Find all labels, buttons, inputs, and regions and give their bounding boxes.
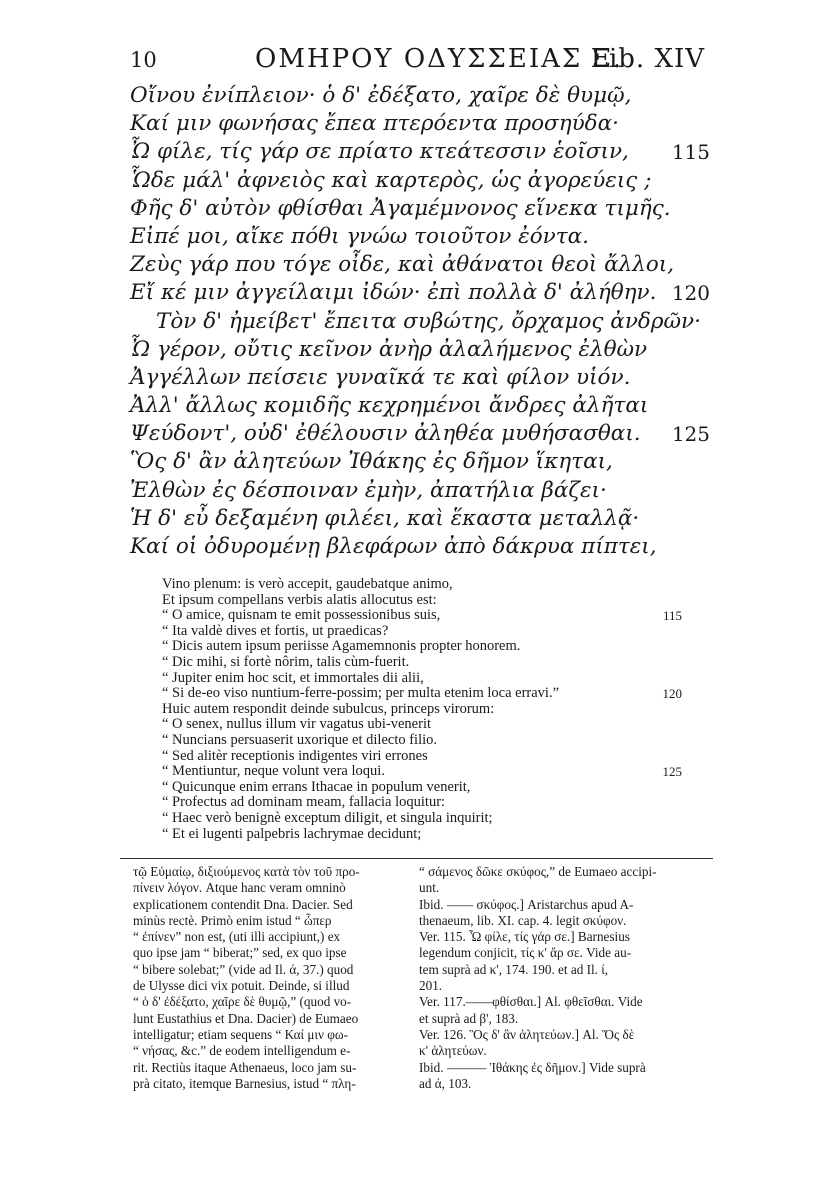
- footnote-line: “ ὁ δ' ἐδέξατο, χαῖρε δὲ θυμῷ,” (quod vo-: [133, 994, 352, 1010]
- latin-line-text: “ Quicunque enim errans Ithacae in populum venerit,: [162, 778, 471, 795]
- latin-line-text: “ Mentiuntur, neque volunt vera loqui.: [162, 763, 385, 780]
- latin-line-text: “ Dic mihi, si fortè nôrim, talis cùm-fuerit.: [162, 653, 410, 670]
- greek-line: [130, 392, 710, 420]
- latin-line: [162, 717, 682, 733]
- greek-line: [130, 336, 710, 364]
- line-number: 125: [671, 422, 710, 447]
- footnote-line: et suprà ad β', 183.: [419, 1010, 519, 1026]
- latin-line: [162, 686, 682, 702]
- footnote-line: τῷ Εὐμαίῳ, διξιούμενος κατὰ τὸν τοῦ προ-: [133, 864, 360, 879]
- latin-translation-block: [162, 577, 682, 842]
- greek-line-text: Ἀγγέλλων πείσειε γυναῖκά τε καὶ φίλον υἱόν.: [130, 364, 631, 390]
- footnote-line: minùs rectè. Primò enim istud “ ὦπερ: [133, 912, 332, 928]
- latin-line: [162, 655, 682, 671]
- line-number: 115: [662, 608, 682, 624]
- greek-line: [130, 364, 710, 392]
- running-header: [130, 44, 705, 80]
- footnote-line: κ' ἀλητεύων.: [419, 1043, 487, 1059]
- page-number: 10: [130, 48, 157, 72]
- footnote-line: “ σάμενος δῶκε σκύφος,” de Eumaeo accipi-: [419, 864, 657, 879]
- latin-line: [162, 608, 682, 624]
- footnote-line: lunt Eustathius et Dna. Dacier) de Eumaeo: [133, 1010, 359, 1026]
- latin-line-text: “ Jupiter enim hoc scit, et immortales dii alii,: [162, 669, 424, 686]
- greek-line: [130, 448, 710, 476]
- latin-line-text: Et ipsum compellans verbis alatis allocutus est:: [162, 591, 437, 608]
- footnote-line: ad ά, 103.: [419, 1075, 472, 1091]
- line-number: 120: [671, 281, 710, 306]
- footnote-line: 201.: [419, 978, 443, 994]
- greek-line-text: Εἴ κέ μιν ἀγγείλαιμι ἰδών· ἐπὶ πολλὰ δ' ἀλήθην.: [130, 280, 657, 306]
- latin-line: [162, 780, 682, 796]
- greek-line-text: Τὸν δ' ἠμείβετ' ἔπειτα συβώτης, ὄρχαμος ἀνδρῶν·: [156, 308, 701, 334]
- footnote-line: unt.: [419, 880, 440, 896]
- footnote-line: tem suprà ad κ', 174. 190. et ad Il. ί,: [419, 961, 609, 977]
- greek-line: [130, 533, 710, 561]
- latin-line: [162, 577, 682, 593]
- latin-line: [162, 764, 682, 780]
- greek-line: [130, 279, 710, 307]
- footnote-line: “ νήσας, &c.” de eodem intelligendum e-: [133, 1043, 351, 1059]
- footnote-divider: [120, 858, 713, 859]
- latin-line-text: “ O senex, nullus illum vir vagatus ubi-venerit: [162, 716, 432, 733]
- book-label: Lib. XIV: [590, 44, 705, 74]
- latin-line-text: “ Et ei lugenti palpebris lachrymae decidunt;: [162, 825, 422, 842]
- latin-line-text: “ O amice, quisnam te emit possessionibus suis,: [162, 607, 441, 624]
- greek-line-text: Ἐλθὼν ἐς δέσποιναν ἐμὴν, ἀπατήλια βάζει·: [130, 477, 607, 503]
- footnote-line: de Ulysse dici vix potuit. Deinde, si illud: [133, 978, 350, 994]
- latin-line-text: Huic autem respondit deinde subulcus, princeps virorum:: [162, 700, 495, 717]
- greek-line-text: Ἡ δ' εὖ δεξαμένη φιλέει, καὶ ἕκαστα μεταλλᾷ·: [130, 505, 640, 531]
- latin-line: [162, 749, 682, 765]
- latin-line-text: “ Sed alitèr receptionis indigentes viri errones: [162, 747, 428, 764]
- greek-line-text: Εἰπέ μοι, αἴκε πόθι γνώω τοιοῦτον ἐόντα.: [130, 223, 589, 249]
- footnote-line: thenaeum, lib. XI. cap. 4. legit σκύφον.: [419, 912, 627, 928]
- latin-line-text: Vino plenum: is verò accepit, gaudebatque animo,: [162, 576, 453, 592]
- footnote-line: πίνειν λόγον. Atque hanc veram omninò: [133, 880, 346, 896]
- greek-line: [130, 308, 710, 336]
- greek-line: [130, 477, 710, 505]
- footnote-line: Ver. 117.——φθίσθαι.] Al. φθεῖσθαι. Vide: [419, 994, 643, 1010]
- footnotes-right-column: [419, 864, 697, 1092]
- latin-line: [162, 624, 682, 640]
- footnote-line: quo ipse jam “ biberat;” sed, ex quo ipse: [133, 945, 347, 961]
- greek-line-text: Ὃς δ' ἂν ἀλητεύων Ἰθάκης ἐς δῆμον ἵκηται,: [130, 449, 613, 475]
- latin-line-text: “ Profectus ad dominam meam, fallacia loquitur:: [162, 794, 446, 811]
- greek-line: [130, 223, 710, 251]
- greek-line: [130, 505, 710, 533]
- latin-line: [162, 811, 682, 827]
- latin-line: [162, 593, 682, 609]
- latin-line-text: “ Ita valdè dives et fortis, ut praedicas?: [162, 622, 389, 639]
- line-number: 120: [662, 686, 682, 702]
- greek-line: [130, 167, 710, 195]
- latin-line: [162, 671, 682, 687]
- latin-line-text: “ Haec verò benignè exceptum diligit, et singula inquirit;: [162, 809, 493, 826]
- greek-line-text: Ἀλλ' ἄλλως κομιδῆς κεχρημένοι ἄνδρες ἀλῆται: [130, 393, 649, 419]
- latin-line-text: “ Si de-eo viso nuntium-ferre-possim; per multa etenim loca erravi.”: [162, 685, 560, 702]
- footnote-line: Ibid. ——— Ἰθάκης ἐς δῆμον.] Vide suprà: [419, 1059, 646, 1075]
- footnote-line: “ ἐπίνεν” non est, (uti illi accipiunt,) ex: [133, 929, 341, 945]
- greek-line-text: Φῆς δ' αὐτὸν φθίσθαι Ἀγαμέμνονος εἵνεκα τιμῆς.: [130, 195, 671, 221]
- greek-line: [130, 110, 710, 138]
- footnote-line: prà citato, itemque Barnesius, istud “ πλη-: [133, 1075, 356, 1091]
- greek-line-text: Καί οἱ ὀδυρομένῃ βλεφάρων ἀπὸ δάκρυα πίπτει,: [130, 534, 657, 559]
- greek-line: [130, 251, 710, 279]
- greek-line: [130, 138, 710, 166]
- footnote-line: Ver. 115. Ὦ φίλε, τίς γάρ σε.] Barnesius: [419, 929, 630, 945]
- footnote-line: legendum conjicit, τίς κ' ἄρ σε. Vide au-: [419, 945, 632, 961]
- greek-line-text: Ὧδε μάλ' ἀφνειὸς καὶ καρτερὸς, ὡς ἀγορεύεις ;: [130, 167, 652, 193]
- footnote-line: Ibid. —— σκύφος.] Aristarchus apud A-: [419, 896, 634, 912]
- line-number: 125: [662, 764, 682, 780]
- latin-line: [162, 827, 682, 843]
- greek-text-block: [130, 82, 710, 561]
- footnote-line: “ bibere solebat;” (vide ad Il. ά, 37.) quod: [133, 961, 354, 977]
- latin-line: [162, 733, 682, 749]
- footnote-line: Ver. 126. Ὃς δ' ἂν ἀλητεύων.] Al. Ὅς δὲ: [419, 1026, 635, 1042]
- greek-line-text: Καί μιν φωνήσας ἔπεα πτερόεντα προσηύδα·: [130, 111, 619, 137]
- greek-line: [130, 195, 710, 223]
- greek-line: [130, 420, 710, 448]
- greek-line-text: Ὦ γέρον, οὔτις κεῖνον ἀνὴρ ἀλαλήμενος ἐλθὼν: [130, 336, 648, 362]
- greek-line-text: Ζεὺς γάρ που τόγε οἶδε, καὶ ἀθάνατοι θεοὶ ἄλλοι,: [130, 252, 675, 278]
- latin-line-text: “ Dicis autem ipsum periisse Agamemnonis propter honorem.: [162, 638, 521, 655]
- latin-line: [162, 639, 682, 655]
- greek-line-text: Ὦ φίλε, τίς γάρ σε πρίατο κτεάτεσσιν ἑοῖσιν,: [130, 139, 629, 165]
- footnote-line: explicationem contendit Dna. Dacier. Sed: [133, 896, 353, 912]
- line-number: 115: [671, 140, 710, 165]
- greek-line: [130, 82, 710, 110]
- running-title: ΟΜΗΡΟΥ ΟΔΥΣΣΕΙΑΣ Ξ.: [255, 44, 624, 74]
- latin-line: [162, 702, 682, 718]
- footnote-line: intelligatur; etiam sequens “ Καί μιν φω-: [133, 1026, 348, 1042]
- greek-line-text: Οἴνου ἐνίπλειον· ὁ δ' ἐδέξατο, χαῖρε δὲ θυμῷ,: [130, 83, 632, 108]
- footnotes-left-column: [133, 864, 411, 1092]
- greek-line-text: Ψεύδοντ', οὐδ' ἐθέλουσιν ἀληθέα μυθήσασθαι.: [130, 421, 641, 447]
- footnote-line: rit. Rectiùs itaque Athenaeus, loco jam su-: [133, 1059, 357, 1075]
- latin-line-text: “ Nuncians persuaserit uxorique et dilecto filio.: [162, 731, 438, 748]
- latin-line: [162, 795, 682, 811]
